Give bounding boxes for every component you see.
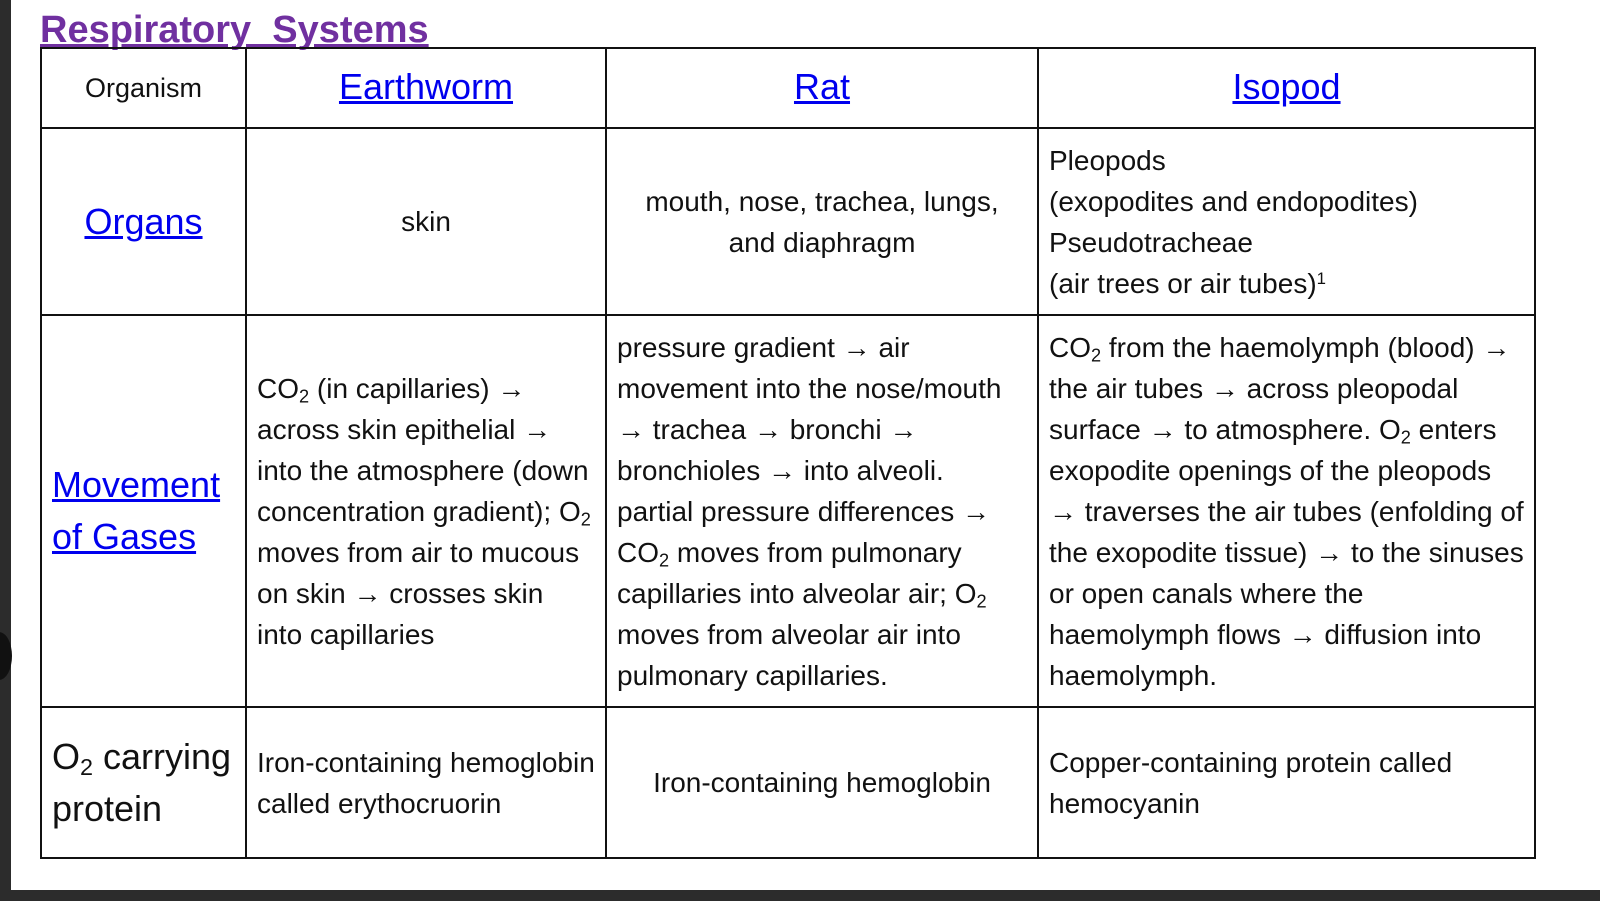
rat-organs-line2: and diaphragm <box>728 226 916 258</box>
isopod-movement-text-2: enters exopodite openings of the pleopods → traverses the air tubes (enfolding of the exopodite tissue) → to the sinuses or open canals where the haemolymph flows → diffusion into haemolymph. <box>1049 413 1524 691</box>
subscript-2: 2 <box>299 386 310 407</box>
rat-protein-cell: Iron-containing hemoglobin <box>606 707 1038 858</box>
earthworm-protein-cell: Iron-containing hemoglobin called erythocruorin <box>246 707 606 858</box>
isopod-organs-cell <box>1038 128 1535 315</box>
co2-text: CO <box>1049 331 1091 363</box>
subscript-2: 2 <box>1400 427 1411 448</box>
corner-cell <box>41 48 246 128</box>
protein-label-o: O <box>52 735 81 777</box>
isopod-movement-cell <box>1038 315 1535 707</box>
co2-text: CO <box>617 536 659 568</box>
movement-of-gases-link[interactable] <box>52 464 220 557</box>
isopod-organs-line3: Pseudotracheae <box>1049 226 1253 258</box>
header-earthworm <box>246 48 606 128</box>
rat-organs-line1: mouth, nose, trachea, lungs, <box>645 185 999 217</box>
window-frame-left <box>0 0 11 901</box>
table-row-movement <box>41 315 1535 707</box>
window-frame-bottom <box>0 890 1600 901</box>
rat-movement-text-2: moves from pulmonary capillaries into alveolar air; <box>617 536 962 609</box>
co2-text: CO <box>257 372 299 404</box>
isopod-movement-text-1: from the haemolymph (blood) → the air tubes → across pleopodal surface → to atmosphere. <box>1049 331 1511 445</box>
rat-link[interactable]: Rat <box>793 66 851 107</box>
respiratory-systems-table <box>40 47 1536 859</box>
rowhead-organs <box>41 128 246 315</box>
o2-text: O <box>558 495 581 527</box>
organism-label: Organism <box>84 73 203 103</box>
rat-movement-text-3: moves from alveolar air into pulmonary capillaries. <box>617 618 961 691</box>
page-title: Respiratory Systems <box>40 9 429 51</box>
rat-organs-cell <box>606 128 1038 315</box>
subscript-2: 2 <box>580 509 591 530</box>
table-row-organs <box>41 128 1535 315</box>
movement-label-line2: of Gases <box>52 516 197 557</box>
isopod-protein-cell: Copper-containing protein called hemocyanin <box>1038 707 1535 858</box>
isopod-organs-line2: (exopodites and endopodites) <box>1049 185 1418 217</box>
earthworm-organs-cell: skin <box>246 128 606 315</box>
earthworm-movement-cell <box>246 315 606 707</box>
isopod-organs-line4-text: (air trees or air tubes) <box>1049 267 1317 299</box>
o2-text: O <box>1378 413 1401 445</box>
rat-movement-text-1: pressure gradient → air movement into the nose/mouth → trachea → bronchi → bronchioles → into alveoli. partial pressure differences → <box>617 331 1002 527</box>
isopod-organs-line4 <box>1049 263 1524 304</box>
earthworm-link[interactable]: Earthworm <box>338 66 514 107</box>
movement-label-line1: Movement <box>52 464 221 505</box>
organs-link[interactable]: Organs <box>84 200 203 242</box>
o2-carrying-protein-label <box>52 736 231 829</box>
isopod-link[interactable]: Isopod <box>1232 66 1341 107</box>
isopod-organs-line1: Pleopods <box>1049 144 1166 176</box>
table-row-protein <box>41 707 1535 858</box>
header-isopod <box>1038 48 1535 128</box>
table-header-row <box>41 48 1535 128</box>
subscript-2: 2 <box>80 753 94 780</box>
earthworm-movement-text-1: (in capillaries) → across skin epithelial → into the atmosphere (down concentration gradient); <box>257 372 589 527</box>
rowhead-protein <box>41 707 246 858</box>
footnote-marker: 1 <box>1316 268 1326 288</box>
earthworm-movement-text-2: moves from air to mucous on skin → crosses skin into capillaries <box>257 536 580 650</box>
subscript-2: 2 <box>1091 345 1102 366</box>
subscript-2: 2 <box>976 591 987 612</box>
protein-label-rest: carrying protein <box>52 735 232 829</box>
rat-movement-cell <box>606 315 1038 707</box>
subscript-2: 2 <box>659 550 670 571</box>
rowhead-movement <box>41 315 246 707</box>
header-rat <box>606 48 1038 128</box>
o2-text: O <box>954 577 977 609</box>
